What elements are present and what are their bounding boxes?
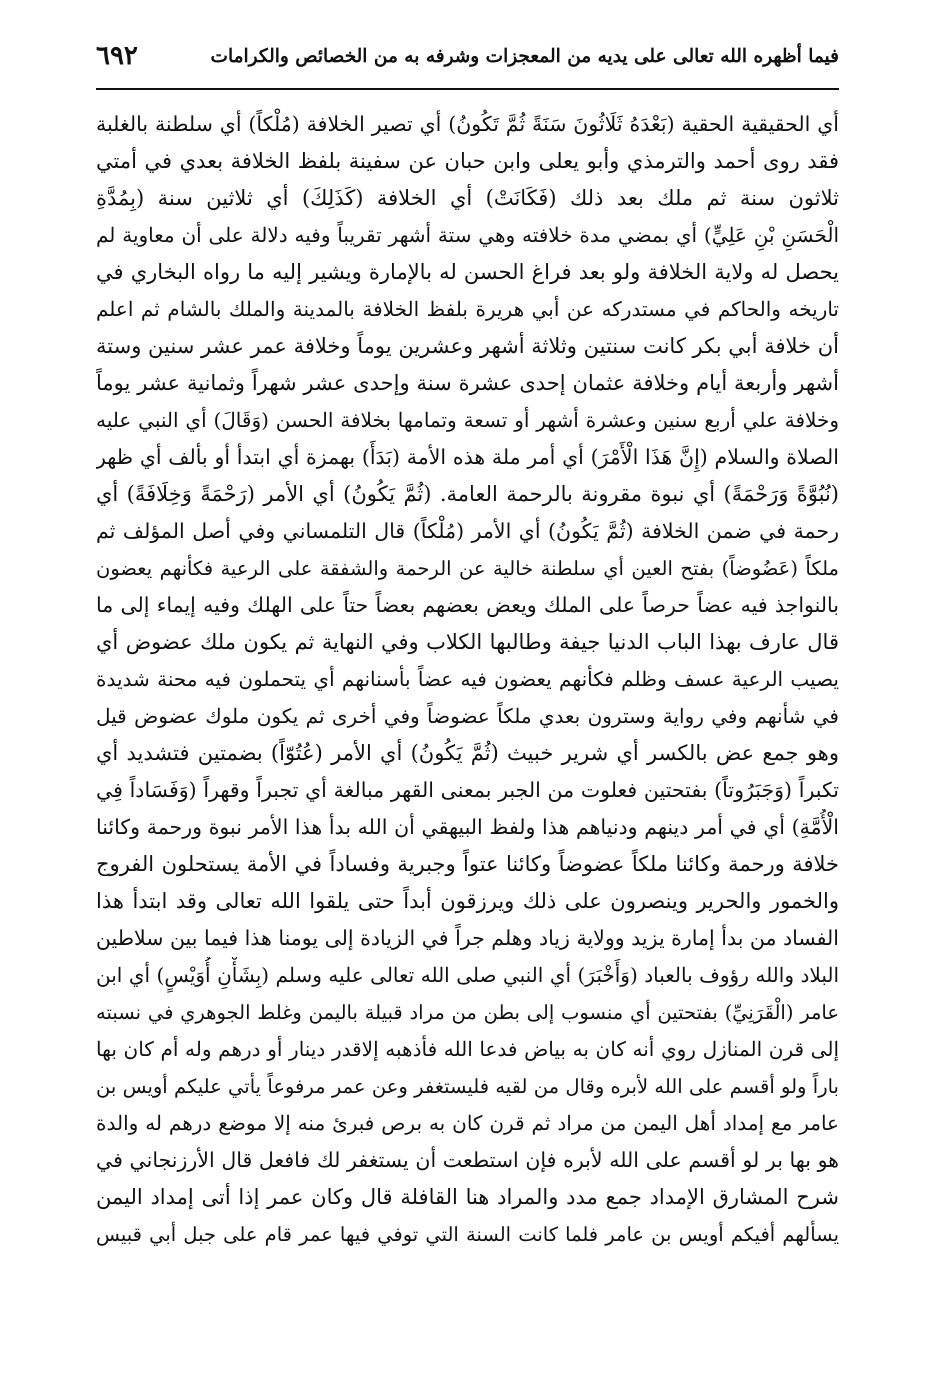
text-line: (نُبُوَّةً وَرَحْمَةً) أي نبوة مقرونة بالرحمة العامة. (ثُمَّ يَكُونُ) أي الأمر (رَحْمَةً وَخِلَافَةً) أي [96,482,839,506]
text-line: يصيب الرعية عسف وظلم فكأنهم يعضون فيه عضاً بأسنانهم أي يتحملون فيه محنة شديدة [96,667,839,691]
text-line: ملكاً (عَضُوضاً) بفتح العين أي سلطنة خالية عن الرحمة والشفقة على الرعية فكأنهم يعضون [96,557,839,580]
text-line: وخلافة علي أربع سنين وعشرة أشهر أو تسعة وتمامها بخلافة الحسن (وَقَالَ) أي النبي عليه [96,408,839,432]
text-line: رحمة في ضمن الخلافة (ثُمَّ يَكُونُ) أي الأمر (مُلْكاً) قال التلمساني وفي أصل المؤلف ثم [96,519,839,543]
text-line: وهو جمع عض بالكسر أي شرير خبيث (ثُمَّ يَكُونُ) أي الأمر (عُتُوّاً) بضمتين فتشديد أي [96,741,839,765]
text-line: تاريخه والحاكم في مستدركه عن أبي هريرة بلفظ الخلافة بالمدينة والملك بالشام ثم اعلم [96,297,839,321]
text-line: الفساد من بدأ إمارة يزيد وولاية زياد وهلم جراً في الزيادة إلى يومنا هذا فيما بين سلاطين [96,926,839,950]
text-line: البلاد والله رؤوف بالعباد (وَأَخْبَرَ) أي النبي صلى الله تعالى عليه وسلم (بِشَأْنِ أُوَيْسٍ) أي ابن [96,963,839,987]
page-number: ٦٩٢ [96,41,138,71]
text-line: الصلاة والسلام (إِنَّ هَذَا الْأَمْرَ) أي أمر ملة هذه الأمة (بَدَأَ) بهمزة أي ابتدأ أو بألف أي ظهر [96,445,839,469]
text-line: إلى قرن المنازل روي أنه كان به بياض فدعا الله فأذهبه إلاقدر دينار أو درهم وله أم كان بها [96,1037,839,1061]
text-line: قال عارف بهذا الباب الدنيا جيفة وطالبها الكلاب وفي النهاية ثم يكون ملك عضوض أي [96,630,839,654]
text-line: أشهر وأربعة أيام وخلافة عثمان إحدى عشرة سنة وإحدى عشر شهراً وثمانية عشر يوماً [96,371,839,395]
text-line: والخمور والحرير وينصرون على ذلك ويرزقون أبداً حتى يلقوا الله تعالى وقد ابتدأ هذا [96,889,839,913]
text-line: ثلاثون سنة ثم ملك بعد ذلك (فَكَانَتْ) أي الخلافة (كَذَلِكَ) أي ثلاثين سنة (بِمُدَّةِ [96,186,839,210]
text-line: أي الحقيقية الحقية (بَعْدَهُ ثَلَاثُونَ سَنَةً ثُمَّ تَكُونُ) أي تصير الخلافة (مُلْكاً) أي سلطنة بالغلبة [96,112,839,136]
text-line: عامر مع إمداد أهل اليمن من مراد ثم قرن كان به برص فبرئ منه إلا موضع درهم له والدة [96,1111,839,1135]
text-line: بالنواجذ فيه عضاً حرصاً على الملك ويعض بعضهم بعضاً حتاً على الهلك وفيه إيماء إلى ما [96,593,839,617]
text-line: يحصل له ولاية الخلافة ولو بعد فراغ الحسن له بالإمارة ويشير إليه ما رواه البخاري في [96,260,839,284]
text-line: عامر (الْقَرَنِيِّ) بفتحتين أي منسوب إلى بطن من مراد قبيلة باليمن وغلط الجوهري في نسبته [96,1001,839,1024]
text-line: يسألهم أفيكم أويس بن عامر فلما كانت السنة التي توفي فيها عمر قام على جبل أبي قبيس [96,1223,839,1246]
text-line: أن خلافة أبي بكر كانت سنتين وثلاثة أشهر وعشرين يوماً وخلافة عمر عشر سنين وستة [96,334,839,358]
text-line: تكبراً (وَجَبَرُوتاً) بفتحتين فعلوت من الجبر بمعنى القهر مبالغة أي تجبراً وقهراً (وَفَسَاداً فِي [96,778,839,802]
text-line: الْحَسَنِ بْنِ عَلِيٍّ) أي بمضي مدة خلافته وهي ستة أشهر تقريباً وفيه دلالة على أن معاوية لم [96,223,839,247]
text-line: في شأنهم وفي رواية وسترون بعدي ملكاً عضوضاً وفي أخرى ثم يكون ملوك عضوض قيل [96,704,839,728]
text-line: هو بها بر لو أقسم على الله لأبره فإن استطعت أن يستغفر لك فافعل قال الأرزنجاني في [96,1148,839,1172]
page-header [96,34,839,78]
header-rule [96,88,839,90]
text-line: الْأُمَّةِ) أي في أمر دينهم ودنياهم هذا ولفظ البيهقي أن الله بدأ هذا الأمر نبوة ورحمة وكائنا [96,815,839,839]
text-line: شرح المشارق الإمداد جمع مدد والمراد هنا القافلة قال وكان عمر إذا أتى إمداد اليمن [96,1185,839,1209]
text-line: باراً ولو أقسم على الله لأبره وقال من لقيه فليستغفر وعن عمر مرفوعاً يأتي عليكم أويس بن [96,1075,839,1098]
running-title: فيما أظهره الله تعالى على يديه من المعجزات وشرفه به من الخصائص والكرامات [210,45,839,67]
text-line: خلافة ورحمة وكائنا ملكاً عضوضاً وكائنا عتواً وجبرية وفساداً في الأمة يستحلون الفروج [96,852,839,876]
body-text [96,106,839,1253]
text-line: فقد روى أحمد والترمذي وأبو يعلى وابن حبان عن سفينة بلفظ الخلافة بعدي في أمتي [96,149,839,173]
